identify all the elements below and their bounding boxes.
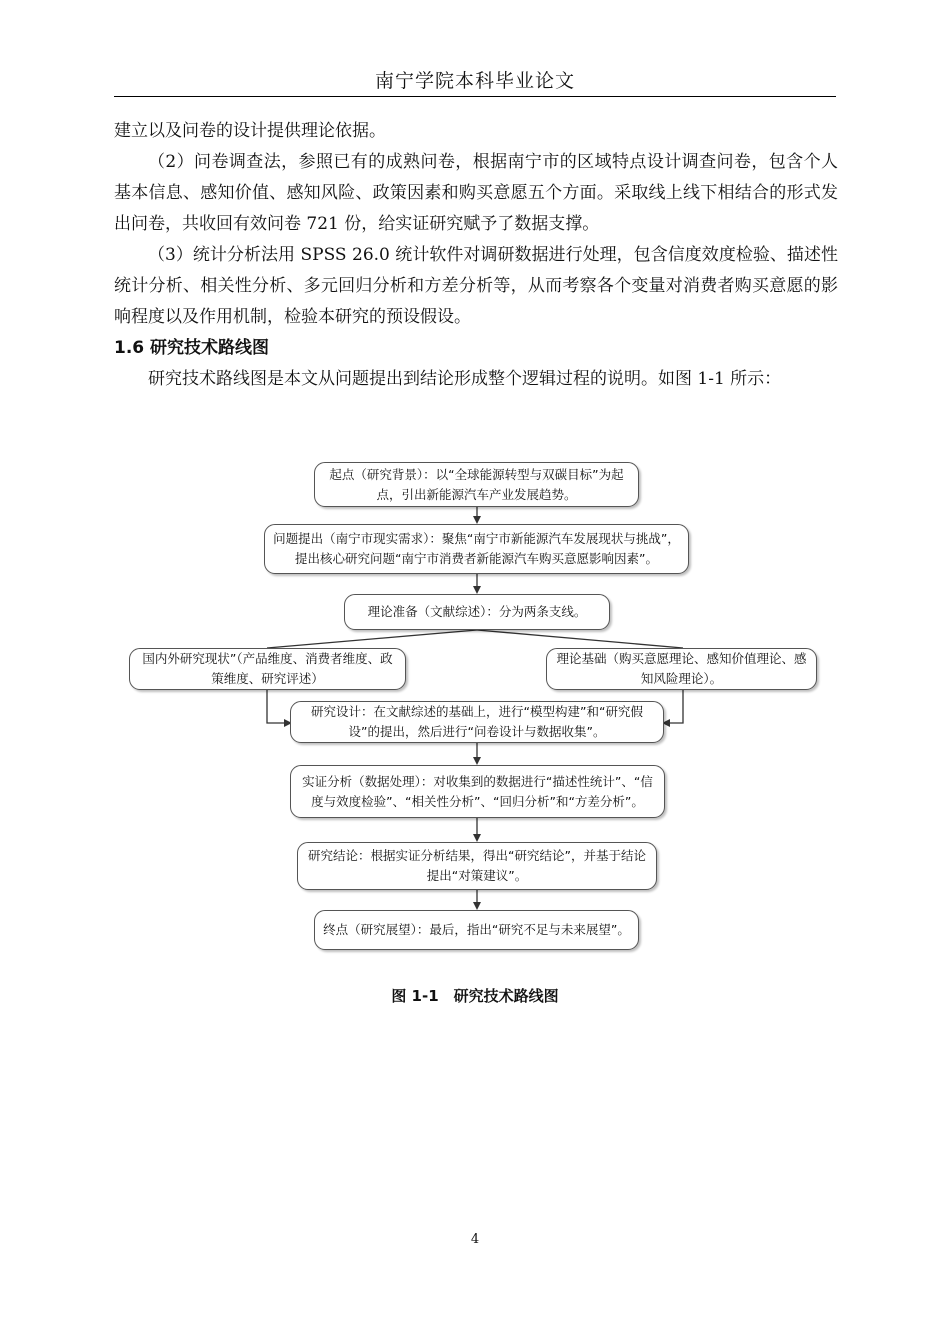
page-number: 4 xyxy=(470,1232,480,1247)
flow-node-theory-prep: 理论准备（文献综述）：分为两条支线。 xyxy=(344,594,610,630)
header-rule xyxy=(114,96,836,97)
flow-node-theoretical-basis: 理论基础（购买意愿理论、感知价值理论、感知风险理论）。 xyxy=(546,648,817,690)
paragraph-3: （3）统计分析法用 SPSS 26.0 统计软件对调研数据进行处理，包含信度效度检验、描述性统计分析、相关性分析、多元回归分析和方差分析等，从而考察各个变量对消费者购买意愿的影响程度以及作用机制，检验本研究的预设假设。 xyxy=(114,245,838,327)
line-theory-to-left xyxy=(267,630,477,648)
flow-node-end: 终点（研究展望）：最后，指出“研究不足与未来展望”。 xyxy=(314,910,639,950)
page-header: 南宁学院本科毕业论文 xyxy=(374,70,575,92)
line-theory-to-right xyxy=(477,630,683,648)
flow-node-conclusion: 研究结论：根据实证分析结果，得出“研究结论”，并基于结论提出“对策建议”。 xyxy=(297,842,657,890)
flow-node-problem: 问题提出（南宁市现实需求）：聚焦“南宁市新能源汽车发展现状与挑战”，提出核心研究问题“南宁市消费者新能源汽车购买意愿影响因素”。 xyxy=(264,524,689,574)
arrow-left-to-design xyxy=(267,690,290,723)
flow-node-empirical-analysis: 实证分析（数据处理）：对收集到的数据进行“描述性统计”、“信度与效度检验”、“相关性分析”、“回归分析”和“方差分析”。 xyxy=(290,765,665,818)
section-heading: 1.6 研究技术路线图 xyxy=(114,338,270,358)
body-text xyxy=(114,116,838,395)
arrow-right-to-design xyxy=(664,690,683,723)
flow-node-research-status: 国内外研究现状”（产品维度、消费者维度、政策维度、研究评述） xyxy=(129,648,406,690)
paragraph-4: 研究技术路线图是本文从问题提出到结论形成整个逻辑过程的说明。如图 1-1 所示： xyxy=(148,369,782,389)
paragraph-1: 建立以及问卷的设计提供理论依据。 xyxy=(114,121,386,141)
flowchart xyxy=(0,440,950,960)
paragraph-2: （2）问卷调查法，参照已有的成熟问卷，根据南宁市的区域特点设计调查问卷，包含个人基本信息、感知价值、感知风险、政策因素和购买意愿五个方面。采取线上线下相结合的形式发出问卷，共收回有效问卷 721 份，给实证研究赋予了数据支撑。 xyxy=(114,152,838,234)
figure-caption: 图 1-1 研究技术路线图 xyxy=(391,987,559,1005)
flow-node-research-design: 研究设计：在文献综述的基础上，进行“模型构建”和“研究假设”的提出，然后进行“问卷设计与数据收集”。 xyxy=(290,701,664,743)
flow-node-start: 起点（研究背景）：以“全球能源转型与双碳目标”为起点，引出新能源汽车产业发展趋势。 xyxy=(314,462,639,507)
